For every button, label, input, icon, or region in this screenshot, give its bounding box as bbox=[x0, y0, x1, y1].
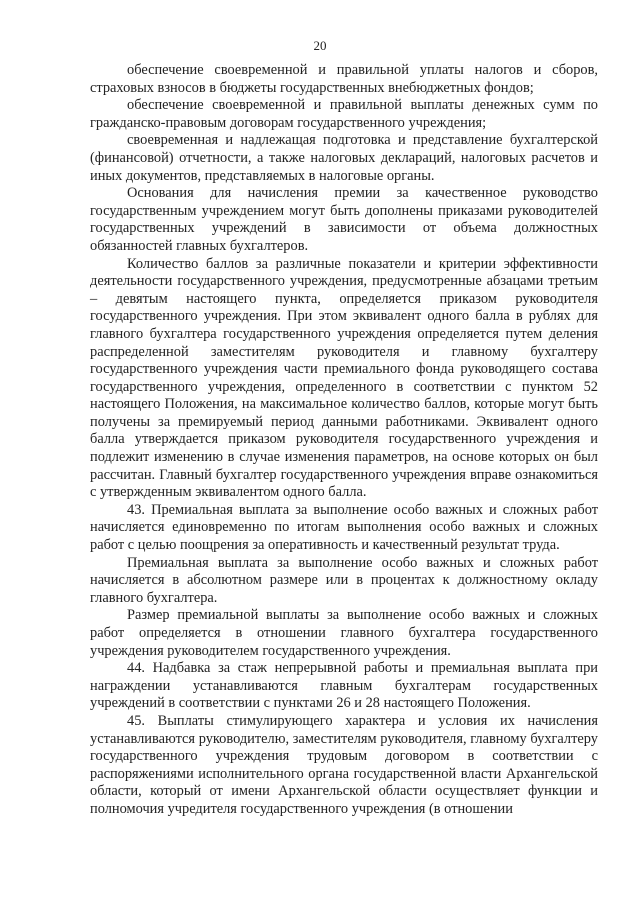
paragraph-clause-43: 43. Премиальная выплата за выполнение особо важных и сложных работ начисляется единовременно по итогам выполнения особо важных и сложных работ с целью поощрения за оперативность и качественный результат труда. bbox=[90, 501, 598, 554]
paragraph-list-item-taxes: обеспечение своевременной и правильной уплаты налогов и сборов, страховых взносов в бюджеты государственных внебюджетных фондов; bbox=[90, 62, 598, 96]
paragraph-clause-45: 45. Выплаты стимулирующего характера и условия их начисления устанавливаются руководителю, заместителям руководителя, главному бухгалтеру государственного учреждения трудовым договором в соответствии с распоряжениями исполнительного органа государственной власти Архангельской области, который от имени Архангельской области осуществляет функции и полномочия учредителя государственного учреждения (в отношении bbox=[90, 712, 598, 817]
paragraph-list-item-payments: обеспечение своевременной и правильной выплаты денежных сумм по гражданско-правовым договорам государственного учреждения; bbox=[90, 97, 598, 131]
paragraph-bonus-grounds: Основания для начисления премии за качественное руководство государственным учреждением могут быть дополнены приказами руководителей государственных учреждений в зависимости от объема должностных обязанностей главных бухгалтеров. bbox=[90, 185, 598, 254]
paragraph-clause-44: 44. Надбавка за стаж непрерывной работы и премиальная выплата при награждении устанавливаются главным бухгалтерам государственных учреждений в соответствии с пунктами 26 и 28 настоящего Положения. bbox=[90, 660, 598, 712]
page-number: 20 bbox=[313, 38, 327, 53]
paragraph-points-equivalent: Количество баллов за различные показатели и критерии эффективности деятельности государственного учреждения, предусмотренные абзацами третьим – девятым настоящего пункта, определяется приказом руководителя государственного учреждения. При этом эквивалент одного балла в рублях для главного бухгалтера государственного учреждения определяется путем деления распределенной заместителям руководителя и главному бухгалтеру государственного учреждения части премиального фонда руководящего состава государственного учреждения, определенного в соответствии с пунктом 52 настоящего Положения, на максимальное количество баллов, которые могут быть получены за премируемый период данными работниками. Эквивалент одного балла утверждается приказом руководителя государственного учреждения и подлежит изменению в случае изменения параметров, на основе которых он был рассчитан. Главный бухгалтер государственного учреждения вправе ознакомиться с утвержденным эквивалентом одного балла. bbox=[90, 255, 598, 501]
paragraph-bonus-amount: Премиальная выплата за выполнение особо важных и сложных работ начисляется в абсолютном размере или в процентах к должностному окладу главного бухгалтера. bbox=[90, 554, 598, 606]
paragraph-bonus-size: Размер премиальной выплаты за выполнение особо важных и сложных работ определяется в отношении главного бухгалтера государственного учреждения руководителем государственного учреждения. bbox=[90, 607, 598, 659]
document-body bbox=[90, 62, 598, 819]
paragraph-list-item-reporting: своевременная и надлежащая подготовка и представление бухгалтерской (финансовой) отчетности, а также налоговых деклараций, налоговых расчетов и иных документов, представляемых в налоговые органы. bbox=[90, 132, 598, 184]
